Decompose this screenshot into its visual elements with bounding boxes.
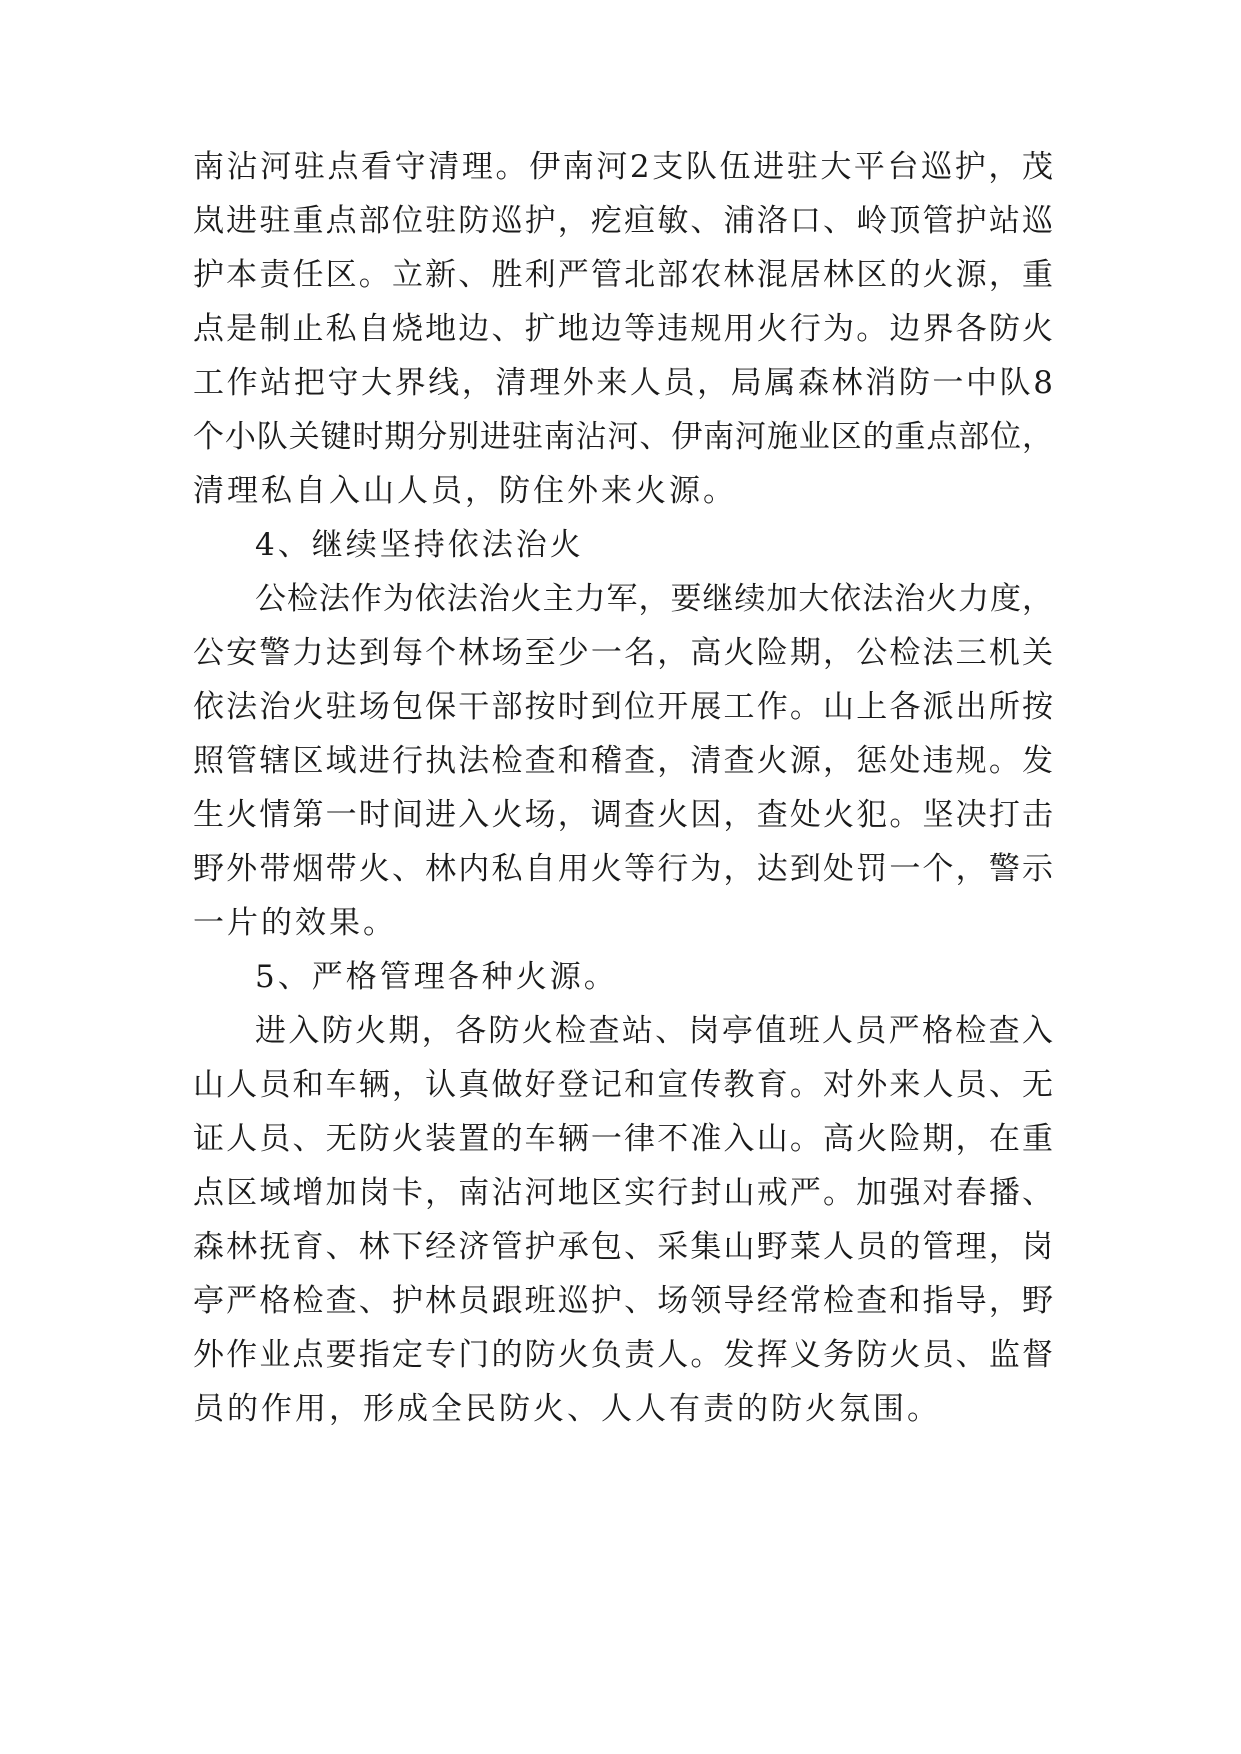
- text-line: 公安警力达到每个林场至少一名，高火险期，公检法三机关: [193, 635, 1053, 671]
- text-line: 森林抚育、林下经济管护承包、采集山野菜人员的管理，岗: [193, 1229, 1053, 1265]
- text-line: 照管辖区域进行执法检查和稽查，清查火源，惩处违规。发: [193, 743, 1053, 779]
- text-line: 山人员和车辆，认真做好登记和宣传教育。对外来人员、无: [193, 1067, 1053, 1103]
- text-line: 进入防火期，各防火检查站、岗亭值班人员严格检查入: [255, 1013, 1053, 1049]
- section-heading: 5、严格管理各种火源。: [255, 959, 618, 995]
- text-line: 点区域增加岗卡，南沾河地区实行封山戒严。加强对春播、: [193, 1175, 1053, 1211]
- text-line: 岚进驻重点部位驻防巡护，疙疸敏、浦洛口、岭顶管护站巡: [193, 203, 1053, 239]
- text-line: 外作业点要指定专门的防火负责人。发挥义务防火员、监督: [193, 1337, 1053, 1373]
- text-line: 员的作用，形成全民防火、人人有责的防火氛围。: [193, 1391, 941, 1427]
- section-heading: 4、继续坚持依法治火: [255, 527, 584, 563]
- text-line: 工作站把守大界线，清理外来人员，局属森林消防一中队8: [193, 365, 1053, 401]
- text-line: 个小队关键时期分别进驻南沾河、伊南河施业区的重点部位，: [193, 419, 1053, 455]
- text-line: 护本责任区。立新、胜利严管北部农林混居林区的火源，重: [193, 257, 1053, 293]
- text-line: 清理私自入山人员，防住外来火源。: [193, 473, 737, 509]
- text-line: 公检法作为依法治火主力军，要继续加大依法治火力度，: [255, 581, 1053, 617]
- text-line: 依法治火驻场包保干部按时到位开展工作。山上各派出所按: [193, 689, 1053, 725]
- text-line: 生火情第一时间进入火场，调查火因，查处火犯。坚决打击: [193, 797, 1053, 833]
- text-line: 亭严格检查、护林员跟班巡护、场领导经常检查和指导，野: [193, 1283, 1053, 1319]
- text-line: 点是制止私自烧地边、扩地边等违规用火行为。边界各防火: [193, 311, 1053, 347]
- text-line: 野外带烟带火、林内私自用火等行为，达到处罚一个，警示: [193, 851, 1053, 887]
- text-line: 证人员、无防火装置的车辆一律不准入山。高火险期，在重: [193, 1121, 1053, 1157]
- text-line: 南沾河驻点看守清理。伊南河2支队伍进驻大平台巡护，茂: [193, 149, 1053, 185]
- text-line: 一片的效果。: [193, 905, 397, 941]
